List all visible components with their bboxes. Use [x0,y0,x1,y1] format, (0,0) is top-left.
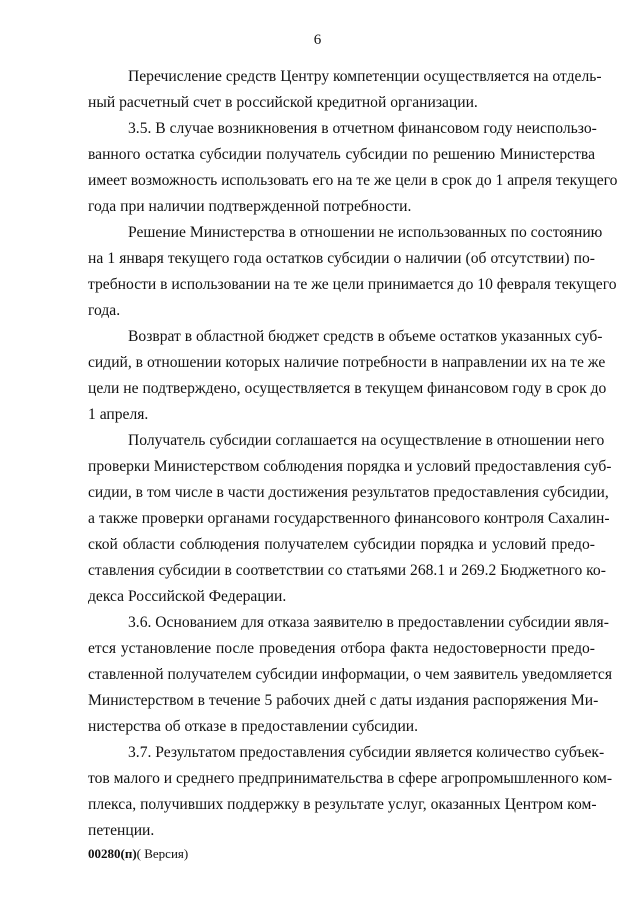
text-line: ской области соблюдения получателем субсидии порядка и условий предо- [88,536,595,553]
text-line: сидии, в том числе в части достижения результатов предоставления субсидии, [88,484,609,501]
paragraph-ministry-decision [88,220,617,324]
text-line: Министерством в течение 5 рабочих дней с даты издания распоряжения Ми- [88,692,599,709]
paragraph-3-7 [88,740,613,844]
text-line: имеет возможность использовать его на те же цели в срок до 1 апреля текущего [88,172,618,189]
document-code: 00280(п) [88,846,137,861]
text-line: 3.6. Основанием для отказа заявителю в предоставлении субсидии явля- [128,614,609,631]
page-number: 6 [313,32,322,48]
text-line: 3.5. В случае возникновения в отчетном финансовом году неиспользо- [128,120,597,137]
paragraph-recipient-consent [88,428,612,610]
text-line: а также проверки органами государственного финансового контроля Сахалин- [88,510,610,527]
text-line: Возврат в областной бюджет средств в объеме остатков указанных суб- [128,328,603,345]
text-line: ставления субсидии в соответствии со статьями 268.1 и 269.2 Бюджетного ко- [88,562,606,579]
paragraph-budget-return [88,324,607,428]
text-line: нистерства об отказе в предоставлении субсидии. [88,718,419,735]
paragraph-3-5 [88,116,618,220]
document-body [88,64,618,844]
text-line: Решение Министерства в отношении не использованных по состоянию [128,224,603,241]
paragraph-3-6 [88,610,612,740]
text-line: сидий, в отношении которых наличие потребности в направлении их на те же [88,354,606,371]
text-line: петенции. [88,822,155,839]
paragraph-transfer-of-funds [88,64,602,116]
text-line: цели не подтверждено, осуществляется в текущем финансовом году в срок до [88,380,607,397]
text-line: года. [88,302,121,319]
document-footer [88,846,188,862]
text-line: 1 апреля. [88,406,149,423]
text-line: года при наличии подтвержденной потребности. [88,198,412,215]
text-line: тов малого и среднего предпринимательства в сфере агропромышленного ком- [88,770,613,787]
text-line: ется установление после проведения отбора факта недостоверности предо- [88,640,595,657]
text-line: ставленной получателем субсидии информации, о чем заявитель уведомляется [88,666,612,683]
text-line: ванного остатка субсидии получатель субсидии по решению Министерства [88,146,595,163]
document-version: ( Версия) [136,846,189,861]
text-line: ный расчетный счет в российской кредитной организации. [88,94,478,111]
text-line: 3.7. Результатом предоставления субсидии является количество субъек- [128,744,605,761]
text-line: требности в использовании на те же цели принимается до 10 февраля текущего [88,276,617,293]
text-line: на 1 января текущего года остатков субсидии о наличии (об отсутствии) по- [88,250,595,267]
text-line: декса Российской Федерации. [88,588,287,605]
text-line: плекса, получивших поддержку в результате услуг, оказанных Центром ком- [88,796,597,813]
text-line: Получатель субсидии соглашается на осуществление в отношении него [128,432,605,449]
text-line: проверки Министерством соблюдения порядка и условий предоставления суб- [88,458,612,475]
text-line: Перечисление средств Центру компетенции осуществляется на отдель- [128,68,602,85]
